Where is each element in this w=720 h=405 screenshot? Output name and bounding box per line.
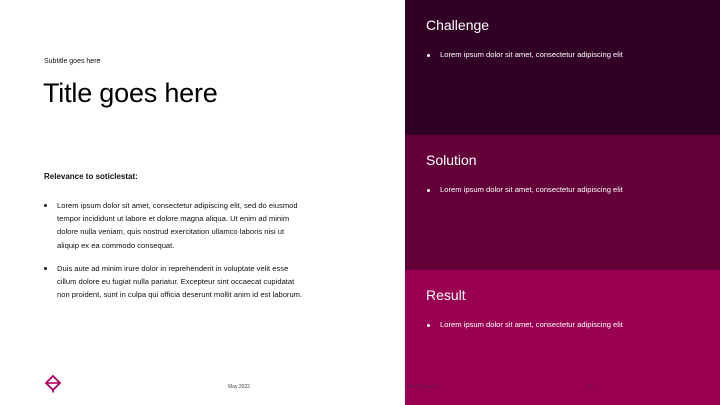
solution-panel [405, 135, 720, 270]
slide-title: Title goes here [43, 78, 218, 108]
relevance-label: Relevance to soticlestat: [44, 172, 138, 181]
result-heading: Result [426, 287, 466, 303]
challenge-bullet: Lorem ipsum dolor sit amet, consectetur adipiscing elit [427, 50, 623, 59]
relevance-bullet-list [44, 199, 306, 311]
result-bullet: Lorem ipsum dolor sit amet, consectetur adipiscing elit [427, 320, 623, 329]
solution-heading: Solution [426, 152, 477, 168]
footer-date: May 2022 [228, 384, 250, 390]
bullet-item: Duis aute ad minim irure dolor in reprehenderit in voluptate velit esse cillum dolore eu fugiat nulla pariatur. Excepteur sint occaecat cupidatat non proident, sunt in culpa qui officia deserunt mollit anim id est laborum. [44, 262, 306, 302]
bullet-item: Lorem ipsum dolor sit amet, consectetur adipiscing elit, sed do eiusmod tempor incididunt ut labore et dolore magna aliqua. Ut enim ad minim dolore nulla veniam, quis nostrud exercitation ullamco laboris nisi ut aliquip ex ea commodo consequat. [44, 199, 306, 252]
challenge-panel [405, 0, 720, 135]
solution-bullet: Lorem ipsum dolor sit amet, consectetur adipiscing elit [427, 185, 623, 194]
slide-subtitle: Subtitle goes here [44, 58, 101, 65]
challenge-heading: Challenge [426, 17, 490, 33]
footer-brand: Brand Launch [408, 384, 440, 390]
diamond-logo-icon [44, 375, 62, 393]
result-panel [405, 270, 720, 405]
page-number: 10 [587, 384, 593, 390]
